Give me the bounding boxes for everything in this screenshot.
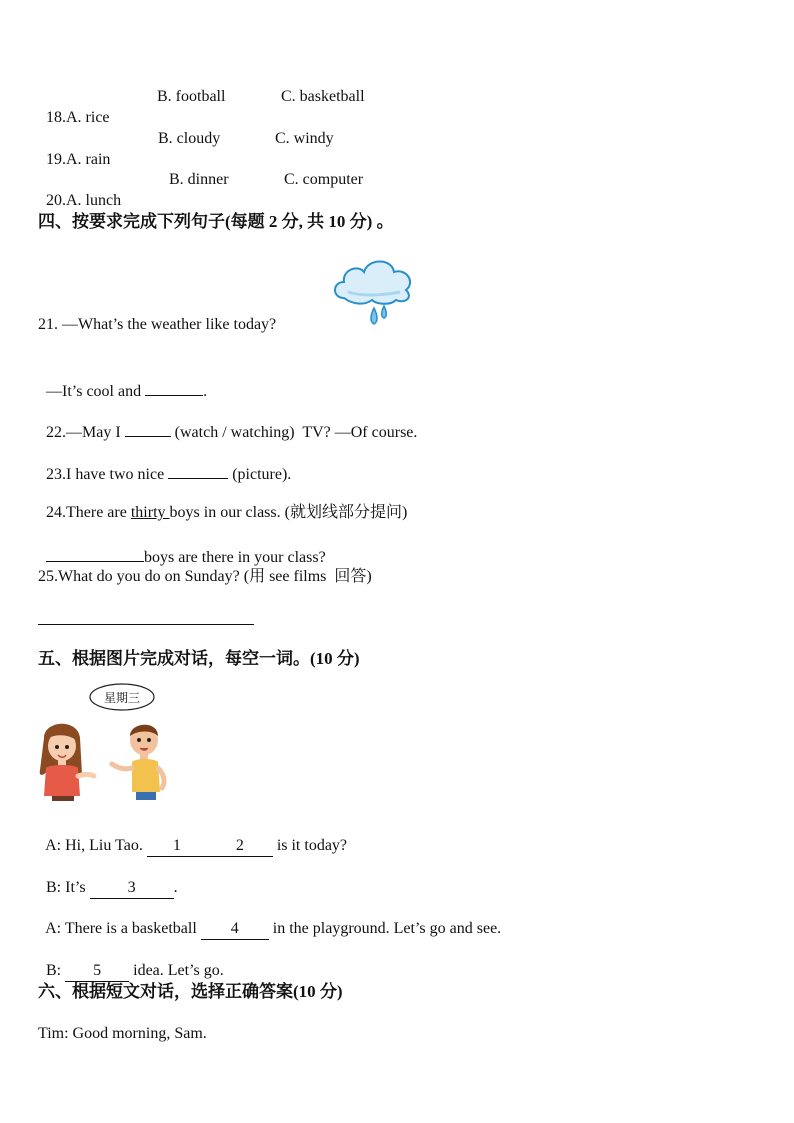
underlined-word: thirty (130, 504, 170, 521)
question-20 (38, 171, 121, 211)
answer-blank-4[interactable]: 4 (201, 919, 269, 940)
option-a: A. lunch (66, 192, 122, 209)
option-b: B. dinner (169, 171, 229, 188)
question-number: 20. (46, 192, 66, 209)
answer-blank-1[interactable]: 1 (147, 836, 207, 857)
option-b: B. football (157, 88, 226, 105)
question-22: 22.—May I (watch / watching) TV? —Of course. (38, 400, 417, 443)
question-21: 21. —What’s the weather like today? (38, 316, 277, 333)
boy-illustration (108, 716, 170, 802)
girl-illustration (36, 716, 98, 802)
question-18 (38, 88, 110, 128)
option-c: C. windy (275, 130, 334, 147)
answer-blank-5[interactable]: 5 (65, 961, 129, 982)
dialog-line-3: A: There is a basketball 4 in the playground. Let’s go and see. (38, 899, 501, 940)
section-6-heading: 六、根据短文对话，选择正确答案(10 分) (38, 982, 343, 1001)
rain-cloud-icon (330, 252, 416, 332)
dialog-line-4: B: 5 idea. Let’s go. (38, 941, 224, 982)
dialog-line-2: B: It’s 3 . (38, 858, 178, 899)
answer-blank[interactable] (125, 420, 171, 437)
question-24: 24.There are thirty boys in our class. (就划线部分提问) (46, 504, 408, 521)
answer-line[interactable] (38, 624, 254, 625)
dialog-line-1: A: Hi, Liu Tao. 1 2 is it today? (38, 816, 347, 857)
answer-blank-2[interactable]: 2 (207, 836, 273, 857)
question-25: 25.What do you do on Sunday? (用 see films 回答) (38, 568, 372, 585)
option-a: A. rice (66, 109, 110, 126)
question-number: 18. (46, 109, 66, 126)
section-5-heading: 五、根据图片完成对话，每空一词。(10 分) (38, 649, 360, 668)
option-b: B. cloudy (158, 130, 221, 147)
question-24-answer-line: boys are there in your class? (38, 525, 326, 568)
dialog-tim-line: Tim: Good morning, Sam. (38, 1025, 207, 1042)
answer-blank[interactable] (46, 545, 144, 562)
question-19 (38, 130, 110, 170)
answer-blank-3[interactable]: 3 (90, 878, 174, 899)
question-23: 23.I have two nice (picture). (38, 442, 291, 485)
speech-bubble-text: 星期三 (104, 691, 141, 705)
question-number: 19. (46, 151, 66, 168)
answer-blank[interactable] (168, 462, 228, 479)
question-21-answer-line: —It’s cool and . (38, 359, 207, 402)
option-c: C. computer (284, 171, 364, 188)
option-c: C. basketball (281, 88, 365, 105)
option-a: A. rain (66, 151, 111, 168)
section-4-heading: 四、按要求完成下列句子(每题 2 分, 共 10 分) 。 (38, 212, 394, 231)
answer-blank[interactable] (145, 379, 203, 396)
